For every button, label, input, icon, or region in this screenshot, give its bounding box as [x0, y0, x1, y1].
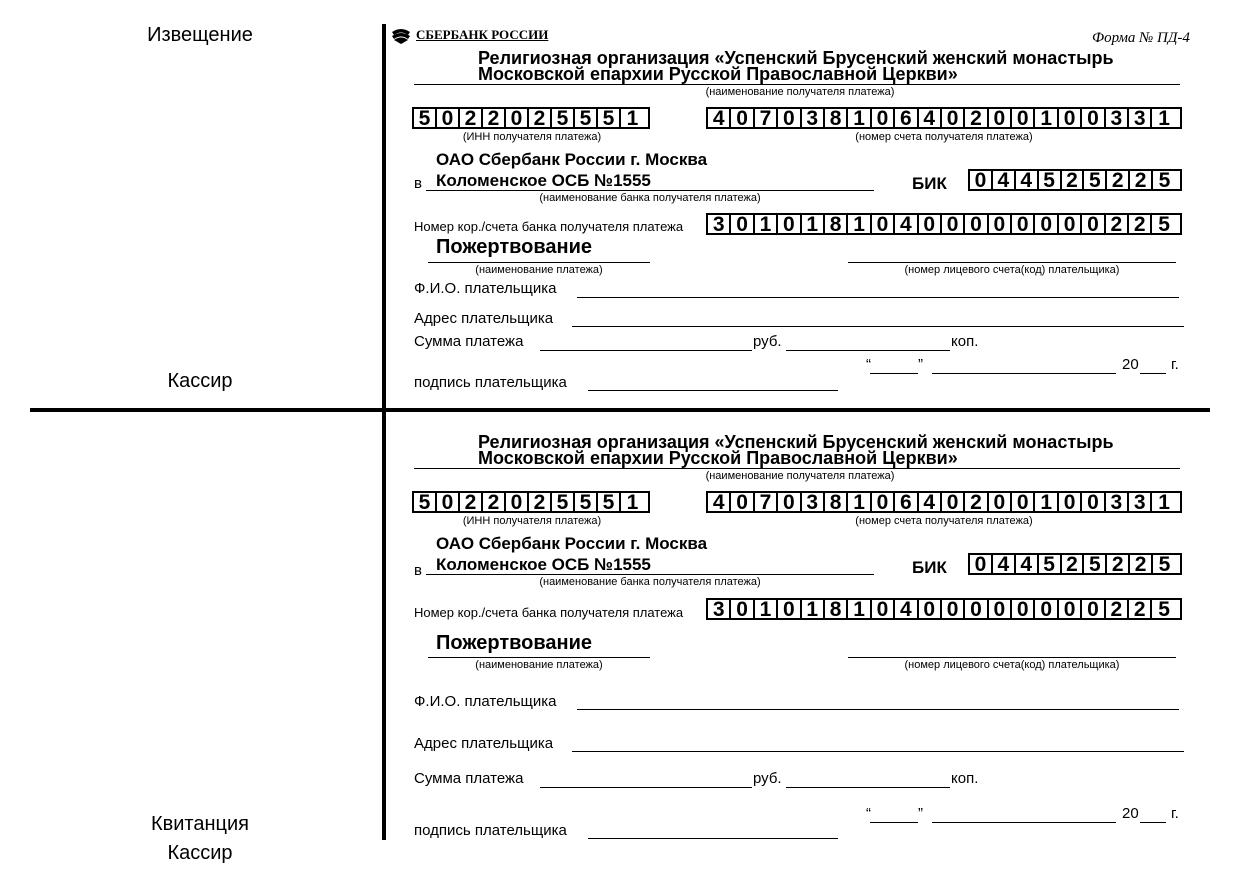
digit-cell: 0 [778, 109, 801, 127]
digit-cell: 5 [1039, 555, 1062, 573]
digit-cell: 0 [942, 215, 965, 233]
digit-cell: 3 [1106, 109, 1129, 127]
digit-cell: 0 [872, 493, 895, 511]
digit-cell: 0 [1059, 215, 1082, 233]
digit-cell: 2 [1106, 600, 1129, 618]
digit-cell: 5 [1158, 553, 1171, 576]
date-month-field[interactable] [932, 373, 1116, 374]
cashier-label-bottom: Кассир [167, 842, 233, 864]
recipient-name-bottom [478, 434, 1198, 466]
digit-cell: 1 [626, 107, 639, 130]
payment-caption: (наименование платежа) [475, 659, 603, 671]
notice-label: Извещение [147, 24, 253, 46]
digit-cell: 6 [895, 109, 918, 127]
bik-label: БИК [912, 174, 947, 193]
bank-name-line2: Коломенское ОСБ №1555 [436, 171, 651, 190]
digit-cell: 0 [731, 215, 754, 233]
date-quote-open: “ [866, 356, 871, 373]
digit-cell: 2 [1130, 555, 1153, 573]
recipient-name-top [478, 50, 1198, 82]
sum-rub-field[interactable] [540, 787, 752, 788]
digit-cell: 3 [708, 215, 731, 233]
digit-cell: 0 [1082, 493, 1105, 511]
digit-cell: 6 [895, 493, 918, 511]
digit-cell: 0 [1012, 109, 1035, 127]
digit-cell: 0 [1082, 215, 1105, 233]
address-label: Адрес плательщика [414, 310, 554, 327]
sum-label: Сумма платежа [414, 333, 524, 350]
digit-cell: 5 [598, 109, 621, 127]
form-number: Форма № ПД-4 [1092, 30, 1190, 46]
digit-cell: 2 [965, 109, 988, 127]
digit-cell: 8 [825, 493, 848, 511]
digit-cell: 0 [506, 493, 529, 511]
recipient-line1: Религиозная организация «Успенский Брусенский женский монастырь [478, 432, 1114, 452]
date-quote-open: “ [866, 805, 871, 822]
sum-kop-field[interactable] [786, 350, 950, 351]
digit-cell: 0 [942, 493, 965, 511]
sum-kop-field[interactable] [786, 787, 950, 788]
fio-field[interactable] [577, 297, 1179, 298]
payment-name: Пожертвование [436, 236, 593, 258]
digit-cell: 2 [1062, 555, 1085, 573]
bank-underline [426, 190, 874, 191]
digit-cell: 2 [1107, 171, 1130, 189]
bank-logo [390, 26, 548, 44]
digit-cell: 4 [1016, 171, 1039, 189]
digit-cell: 5 [552, 109, 575, 127]
personal-account-caption: (номер лицевого счета(код) плательщика) [904, 264, 1120, 276]
digit-cell: 0 [872, 600, 895, 618]
digit-cell: 3 [802, 493, 825, 511]
payment-underline [428, 262, 650, 263]
corr-boxes [706, 213, 1182, 235]
digit-cell: 5 [1158, 169, 1171, 192]
digit-cell: 7 [755, 109, 778, 127]
digit-cell: 5 [575, 109, 598, 127]
digit-cell: 2 [1129, 215, 1152, 233]
signature-label: подпись плательщика [414, 822, 567, 839]
personal-account-line [848, 657, 1176, 658]
recipient-line2: Московской епархии Русской Православной Церкви» [478, 448, 958, 468]
digit-cell: 4 [708, 109, 731, 127]
address-label: Адрес плательщика [414, 735, 554, 752]
digit-cell: 1 [848, 493, 871, 511]
receipt-label: Квитанция [150, 813, 249, 835]
digit-cell: 1 [848, 600, 871, 618]
recipient-caption: (наименование получателя платежа) [705, 86, 895, 98]
signature-label: подпись плательщика [414, 374, 567, 391]
digit-cell: 0 [437, 493, 460, 511]
digit-cell: 1 [626, 491, 639, 514]
digit-cell: 2 [1130, 171, 1153, 189]
digit-cell: 3 [1106, 493, 1129, 511]
digit-cell: 2 [1106, 215, 1129, 233]
digit-cell: 2 [529, 493, 552, 511]
bank-name: СБЕРБАНК РОССИИ [416, 27, 549, 42]
kop-label: коп. [951, 770, 979, 787]
digit-cell: 0 [919, 215, 942, 233]
account-boxes [706, 491, 1182, 513]
bank-name-line1: ОАО Сбербанк России г. Москва [436, 534, 708, 553]
bank-name-line1: ОАО Сбербанк России г. Москва [436, 150, 708, 169]
personal-account-line [848, 262, 1176, 263]
digit-cell: 2 [483, 493, 506, 511]
digit-cell: 2 [460, 493, 483, 511]
digit-cell: 5 [1084, 555, 1107, 573]
digit-cell: 5 [414, 493, 437, 511]
digit-cell: 4 [993, 171, 1016, 189]
year-suffix: г. [1171, 805, 1179, 822]
inn-caption: (ИНН получателя платежа) [462, 131, 602, 143]
digit-cell: 5 [414, 109, 437, 127]
digit-cell: 0 [989, 215, 1012, 233]
digit-cell: 0 [731, 109, 754, 127]
digit-cell: 0 [1035, 215, 1058, 233]
personal-account-caption: (номер лицевого счета(код) плательщика) [904, 659, 1120, 671]
digit-cell: 3 [1129, 109, 1152, 127]
kop-label: коп. [951, 333, 979, 350]
digit-cell: 1 [1035, 109, 1058, 127]
digit-cell: 2 [1107, 555, 1130, 573]
digit-cell: 0 [1012, 600, 1035, 618]
digit-cell: 2 [1129, 600, 1152, 618]
digit-cell: 0 [965, 215, 988, 233]
digit-cell: 4 [895, 215, 918, 233]
digit-cell: 5 [552, 493, 575, 511]
digit-cell: 7 [755, 493, 778, 511]
date-quote-close: ” [918, 805, 923, 822]
corr-label: Номер кор./счета банка получателя платежа [414, 219, 684, 234]
recipient-underline [414, 468, 1180, 469]
digit-cell: 4 [919, 109, 942, 127]
digit-cell: 1 [755, 215, 778, 233]
digit-cell: 0 [942, 600, 965, 618]
digit-cell: 2 [529, 109, 552, 127]
digit-cell: 8 [825, 600, 848, 618]
rub-label: руб. [753, 770, 782, 787]
digit-cell: 0 [1059, 109, 1082, 127]
cashier-label-top: Кассир [167, 370, 233, 392]
horizontal-divider [30, 408, 1210, 412]
digit-cell: 1 [1035, 493, 1058, 511]
date-month-field[interactable] [932, 822, 1116, 823]
digit-cell: 0 [437, 109, 460, 127]
digit-cell: 1 [848, 215, 871, 233]
inn-boxes [412, 491, 650, 513]
digit-cell: 0 [778, 493, 801, 511]
recipient-line1: Религиозная организация «Успенский Брусенский женский монастырь [478, 48, 1114, 68]
digit-cell: 0 [989, 109, 1012, 127]
digit-cell: 0 [919, 600, 942, 618]
digit-cell: 4 [895, 600, 918, 618]
digit-cell: 0 [1059, 493, 1082, 511]
digit-cell: 0 [1012, 215, 1035, 233]
bik-boxes [968, 553, 1182, 575]
signature-field[interactable] [588, 390, 838, 391]
digit-cell: 5 [598, 493, 621, 511]
payment-caption: (наименование платежа) [475, 264, 603, 276]
bik-label: БИК [912, 558, 947, 577]
digit-cell: 0 [778, 600, 801, 618]
digit-cell: 0 [778, 215, 801, 233]
digit-cell: 0 [1012, 493, 1035, 511]
sberbank-logo-icon [390, 26, 412, 44]
digit-cell: 5 [1084, 171, 1107, 189]
inn-boxes [412, 107, 650, 129]
digit-cell: 5 [575, 493, 598, 511]
digit-cell: 0 [872, 215, 895, 233]
digit-cell: 0 [970, 171, 993, 189]
year-prefix: 20 [1122, 805, 1139, 822]
date-day-field[interactable] [870, 822, 918, 823]
digit-cell: 4 [993, 555, 1016, 573]
address-field[interactable] [572, 751, 1184, 752]
digit-cell: 0 [1035, 600, 1058, 618]
digit-cell: 4 [919, 493, 942, 511]
recipient-underline [414, 84, 1180, 85]
year-field[interactable] [1140, 373, 1166, 374]
account-caption: (номер счета получателя платежа) [855, 131, 1033, 143]
digit-cell: 0 [731, 600, 754, 618]
account-boxes [706, 107, 1182, 129]
digit-cell: 1 [755, 600, 778, 618]
account-caption: (номер счета получателя платежа) [855, 515, 1033, 527]
digit-cell: 0 [989, 493, 1012, 511]
digit-cell: 0 [1082, 600, 1105, 618]
digit-cell: 3 [802, 109, 825, 127]
bank-prefix: в [414, 175, 422, 192]
address-field[interactable] [572, 326, 1184, 327]
fio-label: Ф.И.О. плательщика [414, 280, 557, 297]
digit-cell: 1 [848, 109, 871, 127]
signature-field[interactable] [588, 838, 838, 839]
digit-cell: 0 [942, 109, 965, 127]
date-day-field[interactable] [870, 373, 918, 374]
digit-cell: 3 [1129, 493, 1152, 511]
date-quote-close: ” [918, 356, 923, 373]
digit-cell: 0 [1082, 109, 1105, 127]
digit-cell: 8 [825, 109, 848, 127]
sum-label: Сумма платежа [414, 770, 524, 787]
digit-cell: 1 [1158, 107, 1170, 130]
digit-cell: 1 [1158, 491, 1170, 514]
digit-cell: 4 [708, 493, 731, 511]
year-field[interactable] [1140, 822, 1166, 823]
digit-cell: 0 [731, 493, 754, 511]
digit-cell: 3 [708, 600, 731, 618]
vertical-divider [382, 24, 386, 840]
inn-caption: (ИНН получателя платежа) [462, 515, 602, 527]
fio-field[interactable] [577, 709, 1179, 710]
corr-boxes [706, 598, 1182, 620]
digit-cell: 0 [989, 600, 1012, 618]
digit-cell: 2 [460, 109, 483, 127]
bik-boxes [968, 169, 1182, 191]
digit-cell: 1 [802, 600, 825, 618]
digit-cell: 0 [965, 600, 988, 618]
bank-caption: (наименование банка получателя платежа) [539, 192, 761, 204]
digit-cell: 5 [1158, 598, 1170, 621]
sum-rub-field[interactable] [540, 350, 752, 351]
digit-cell: 4 [1016, 555, 1039, 573]
digit-cell: 5 [1039, 171, 1062, 189]
bank-caption: (наименование банка получателя платежа) [539, 576, 761, 588]
bank-name-line2: Коломенское ОСБ №1555 [436, 555, 651, 574]
bank-prefix: в [414, 562, 422, 579]
bank-underline [426, 574, 874, 575]
digit-cell: 2 [483, 109, 506, 127]
payment-underline [428, 657, 650, 658]
digit-cell: 8 [825, 215, 848, 233]
recipient-line2: Московской епархии Русской Православной Церкви» [478, 64, 958, 84]
digit-cell: 2 [965, 493, 988, 511]
digit-cell: 0 [506, 109, 529, 127]
recipient-caption: (наименование получателя платежа) [705, 470, 895, 482]
digit-cell: 5 [1158, 213, 1170, 236]
payment-name: Пожертвование [436, 632, 593, 654]
year-prefix: 20 [1122, 356, 1139, 373]
corr-label: Номер кор./счета банка получателя платежа [414, 605, 684, 620]
digit-cell: 1 [802, 215, 825, 233]
digit-cell: 2 [1062, 171, 1085, 189]
digit-cell: 0 [970, 555, 993, 573]
rub-label: руб. [753, 333, 782, 350]
fio-label: Ф.И.О. плательщика [414, 693, 557, 710]
digit-cell: 0 [872, 109, 895, 127]
year-suffix: г. [1171, 356, 1179, 373]
digit-cell: 0 [1059, 600, 1082, 618]
